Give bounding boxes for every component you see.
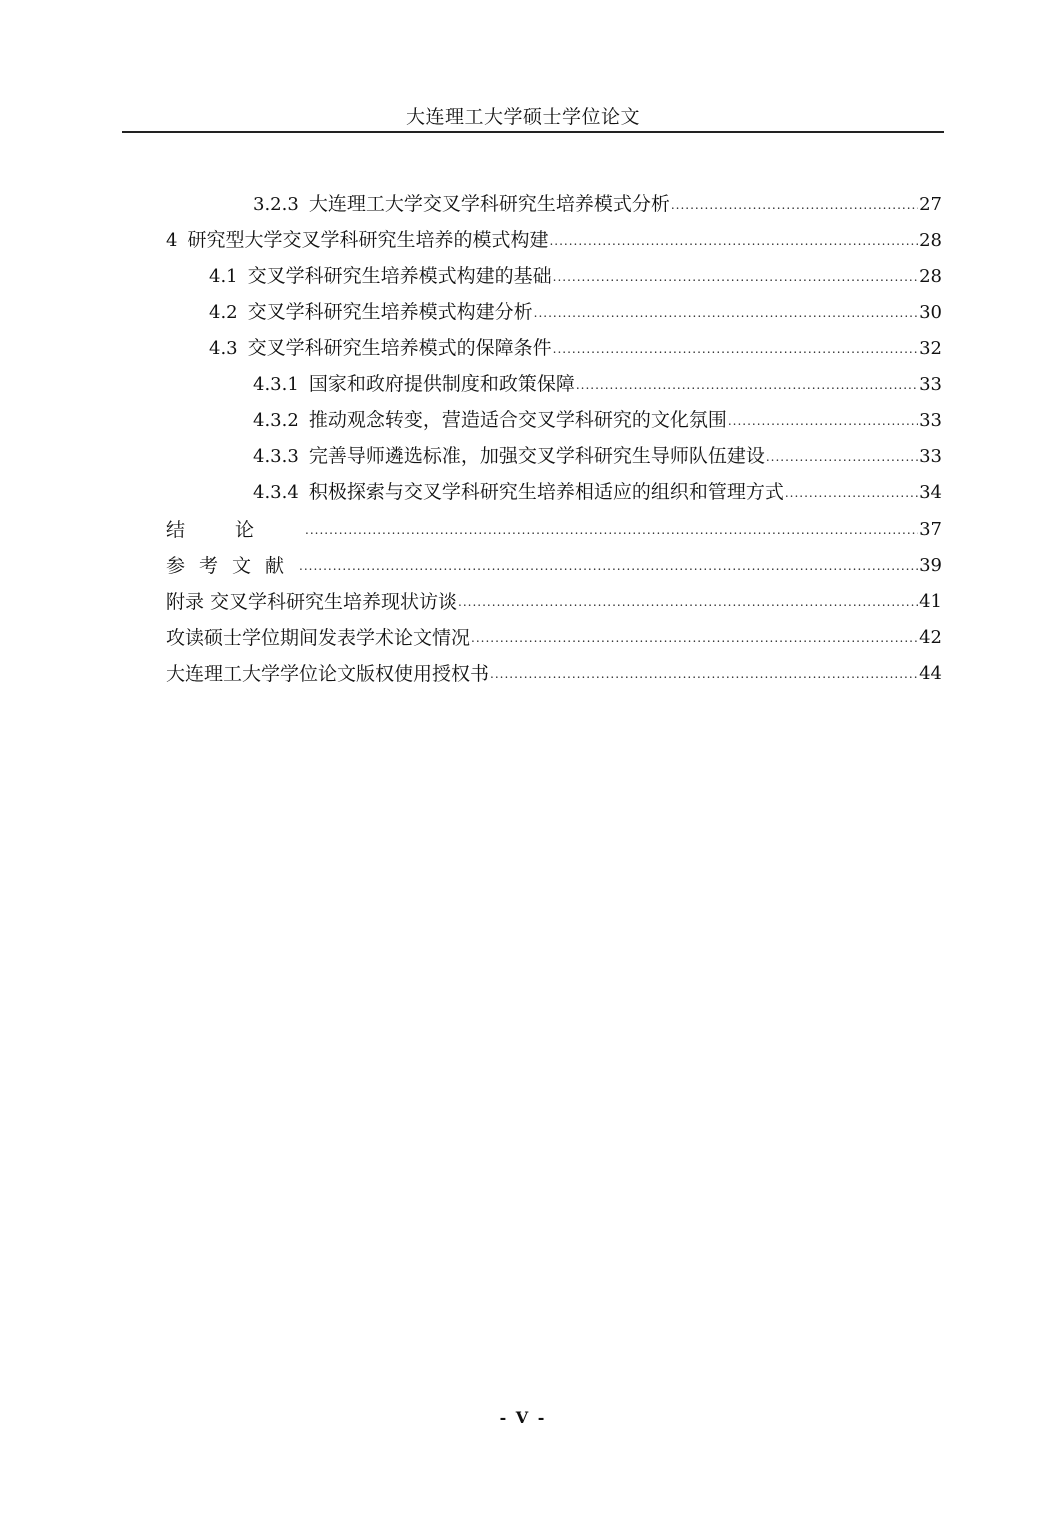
toc-entry-number: 4.3.1 <box>253 374 299 395</box>
toc-entry-publications[interactable] <box>166 621 942 651</box>
toc-entry-4-3-1[interactable] <box>253 368 942 398</box>
toc-dot-leader <box>471 625 918 651</box>
toc-entry-page: 39 <box>919 555 942 576</box>
toc-entry-page: 44 <box>919 663 942 684</box>
toc-entry-title: 交叉学科研究生培养模式的保障条件 <box>247 337 552 359</box>
toc-entry-page: 33 <box>919 446 942 467</box>
toc-entry-title: 交叉学科研究生培养模式构建的基础 <box>247 265 552 287</box>
toc-dot-leader <box>576 372 918 398</box>
toc-entry-number: 4.3 <box>209 338 238 359</box>
toc-entry-title: 大连理工大学交叉学科研究生培养模式分析 <box>308 193 670 215</box>
toc-dot-leader <box>299 553 918 579</box>
toc-entry-page: 37 <box>919 519 942 540</box>
toc-entry-number: 4.3.2 <box>253 410 299 431</box>
running-header-title: 大连理工大学硕士学位论文 <box>405 106 640 128</box>
toc-dot-leader <box>728 408 918 434</box>
toc-entry-number: 4.2 <box>209 302 238 323</box>
toc-entry-title: 附录 交叉学科研究生培养现状访谈 <box>166 591 458 613</box>
toc-entry-title: 推动观念转变，营造适合交叉学科研究的文化氛围 <box>308 409 727 431</box>
toc-entry-page: 32 <box>919 338 942 359</box>
toc-entry-title: 大连理工大学学位论文版权使用授权书 <box>166 663 490 685</box>
toc-dot-leader <box>458 589 918 615</box>
toc-dot-leader <box>553 264 918 290</box>
toc-entry-page: 30 <box>919 302 942 323</box>
toc-dot-leader <box>490 661 918 687</box>
toc-dot-leader <box>553 336 918 362</box>
toc-entry-references[interactable] <box>166 549 942 579</box>
toc-entry-number: 4.3.4 <box>253 482 299 503</box>
toc-entry-number: 3.2.3 <box>253 194 299 215</box>
toc-entry-conclusion[interactable] <box>166 513 942 543</box>
toc-dot-leader <box>534 300 918 326</box>
toc-entry-page: 28 <box>919 230 942 251</box>
toc-entry-page: 33 <box>919 374 942 395</box>
toc-entry-page: 27 <box>919 194 942 215</box>
toc-entry-title: 攻读硕士学位期间发表学术论文情况 <box>166 627 471 649</box>
toc-entry-page: 28 <box>919 266 942 287</box>
toc-entry-title: 积极探索与交叉学科研究生培养相适应的组织和管理方式 <box>308 481 784 503</box>
toc-dot-leader <box>785 480 918 506</box>
toc-dot-leader <box>766 444 918 470</box>
toc-entry-number: 4 <box>166 230 178 251</box>
toc-dot-leader <box>549 228 918 254</box>
toc-entry-4[interactable] <box>166 224 942 254</box>
toc-entry-title: 完善导师遴选标准，加强交叉学科研究生导师队伍建设 <box>308 445 765 467</box>
toc-entry-copyright[interactable] <box>166 657 942 687</box>
toc-entry-title: 研究型大学交叉学科研究生培养的模式构建 <box>187 229 549 251</box>
toc-dot-leader <box>671 192 918 218</box>
toc-entry-page: 33 <box>919 410 942 431</box>
toc-dot-leader <box>305 517 918 543</box>
toc-entry-4-3-3[interactable] <box>253 440 942 470</box>
toc-entry-3-2-3[interactable] <box>253 188 942 218</box>
page-number: - V - <box>499 1408 547 1427</box>
toc-entry-4-3[interactable] <box>209 332 942 362</box>
toc-entry-4-2[interactable] <box>209 296 942 326</box>
toc-entry-title: 结论 <box>166 519 305 541</box>
toc-entry-number: 4.1 <box>209 266 238 287</box>
toc-entry-page: 41 <box>919 591 942 612</box>
toc-entry-page: 42 <box>919 627 942 648</box>
toc-entry-appendix[interactable] <box>166 585 942 615</box>
toc-entry-number: 4.3.3 <box>253 446 299 467</box>
toc-entry-page: 34 <box>919 482 942 503</box>
toc-entry-4-3-4[interactable] <box>253 476 942 506</box>
toc-entry-title: 参考文献 <box>166 555 299 577</box>
toc-entry-4-1[interactable] <box>209 260 942 290</box>
toc-entry-title: 国家和政府提供制度和政策保障 <box>308 373 575 395</box>
toc-entry-title: 交叉学科研究生培养模式构建分析 <box>247 301 533 323</box>
toc-entry-4-3-2[interactable] <box>253 404 942 434</box>
